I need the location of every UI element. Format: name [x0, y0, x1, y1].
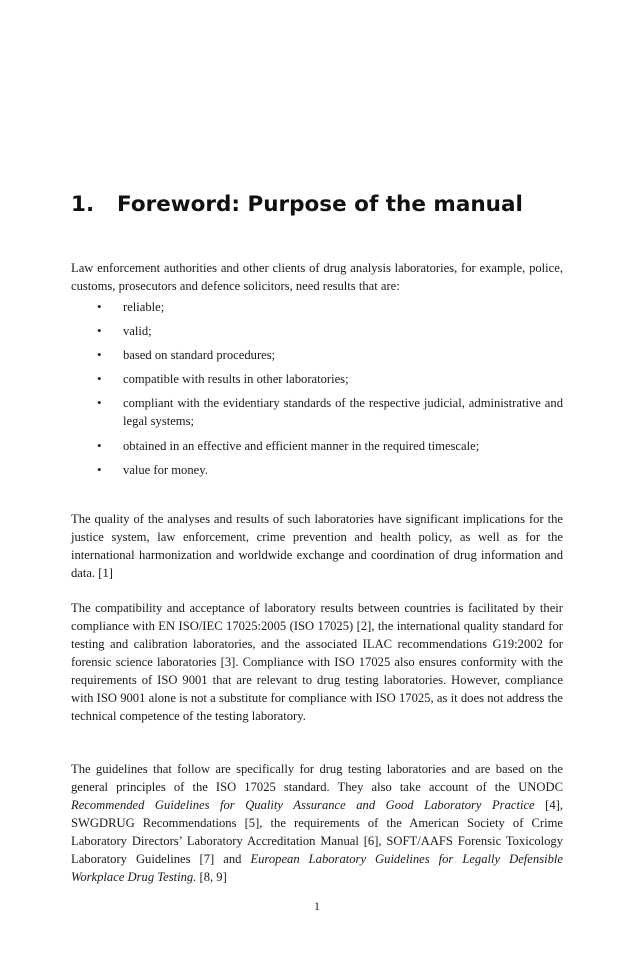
page-number: 1 — [314, 899, 320, 913]
requirements-list — [97, 298, 563, 479]
list-item — [97, 394, 563, 430]
list-item-text: reliable; — [123, 300, 165, 314]
bullet-icon: • — [97, 347, 102, 362]
guidelines-text-2: [4], SWGDRUG Recommendations [5], the requirements of the American Society of Crime Laboratory Directors’ Laboratory Accreditation Manual [6], SOFT/AAFS Forensic Toxicology Laboratory Guidelines [7] and — [71, 798, 563, 866]
bullet-icon: • — [97, 395, 102, 410]
bullet-icon: • — [97, 299, 102, 314]
bullet-icon: • — [97, 438, 102, 453]
quality-paragraph: The quality of the analyses and results of such laboratories have significant implications for the justice system, law enforcement, crime prevention and health policy, as well as for the international harmonization and worldwide exchange and coordination of drug information and data. [1] — [71, 512, 563, 580]
chapter-heading — [71, 192, 571, 217]
intro-paragraph: Law enforcement authorities and other clients of drug analysis laboratories, for example, police, customs, prosecutors and defence solicitors, need results that are: — [71, 261, 563, 293]
list-item — [97, 461, 563, 479]
list-item-text: obtained in an effective and efficient manner in the required timescale; — [123, 439, 480, 453]
list-item — [97, 322, 563, 340]
unodc-guidelines-title: Recommended Guidelines for Quality Assurance and Good Laboratory Practice — [71, 798, 535, 812]
list-item — [97, 370, 563, 388]
list-item-text: value for money. — [123, 463, 208, 477]
bullet-icon: • — [97, 371, 102, 386]
chapter-number: 1. — [71, 192, 95, 217]
list-item-text: valid; — [123, 324, 152, 338]
list-item-text: compliant with the evidentiary standards of the respective judicial, administrative and legal systems; — [123, 396, 563, 428]
bullet-icon: • — [97, 323, 102, 338]
list-item-text: based on standard procedures; — [123, 348, 276, 362]
chapter-title: Foreword: Purpose of the manual — [117, 192, 523, 217]
list-item — [97, 298, 563, 316]
guidelines-text-1: The guidelines that follow are specifically for drug testing laboratories and are based on the general principles of the ISO 17025 standard. They also take account of the UNODC — [71, 762, 563, 794]
list-item-text: compatible with results in other laboratories; — [123, 372, 349, 386]
bullet-icon: • — [97, 462, 102, 477]
list-item — [97, 437, 563, 455]
guidelines-text-3: [8, 9] — [196, 870, 227, 884]
list-item — [97, 346, 563, 364]
guidelines-paragraph — [71, 760, 563, 886]
european-guidelines-title: European Laboratory Guidelines for Legally Defensible Workplace Drug Testing. — [71, 852, 563, 884]
compatibility-paragraph: The compatibility and acceptance of laboratory results between countries is facilitated by their compliance with EN ISO/IEC 17025:2005 (ISO 17025) [2], the international quality standard for testing and calibration laboratories, and the associated ILAC recommendations G19:2002 for forensic science laboratories [3]. Compliance with ISO 17025 also ensures conformity with the requirements of ISO 9001 that are relevant to drug testing laboratories. However, compliance with ISO 9001 alone is not a substitute for compliance with ISO 17025, as it does not address the technical competence of the testing laboratory. — [71, 601, 563, 723]
